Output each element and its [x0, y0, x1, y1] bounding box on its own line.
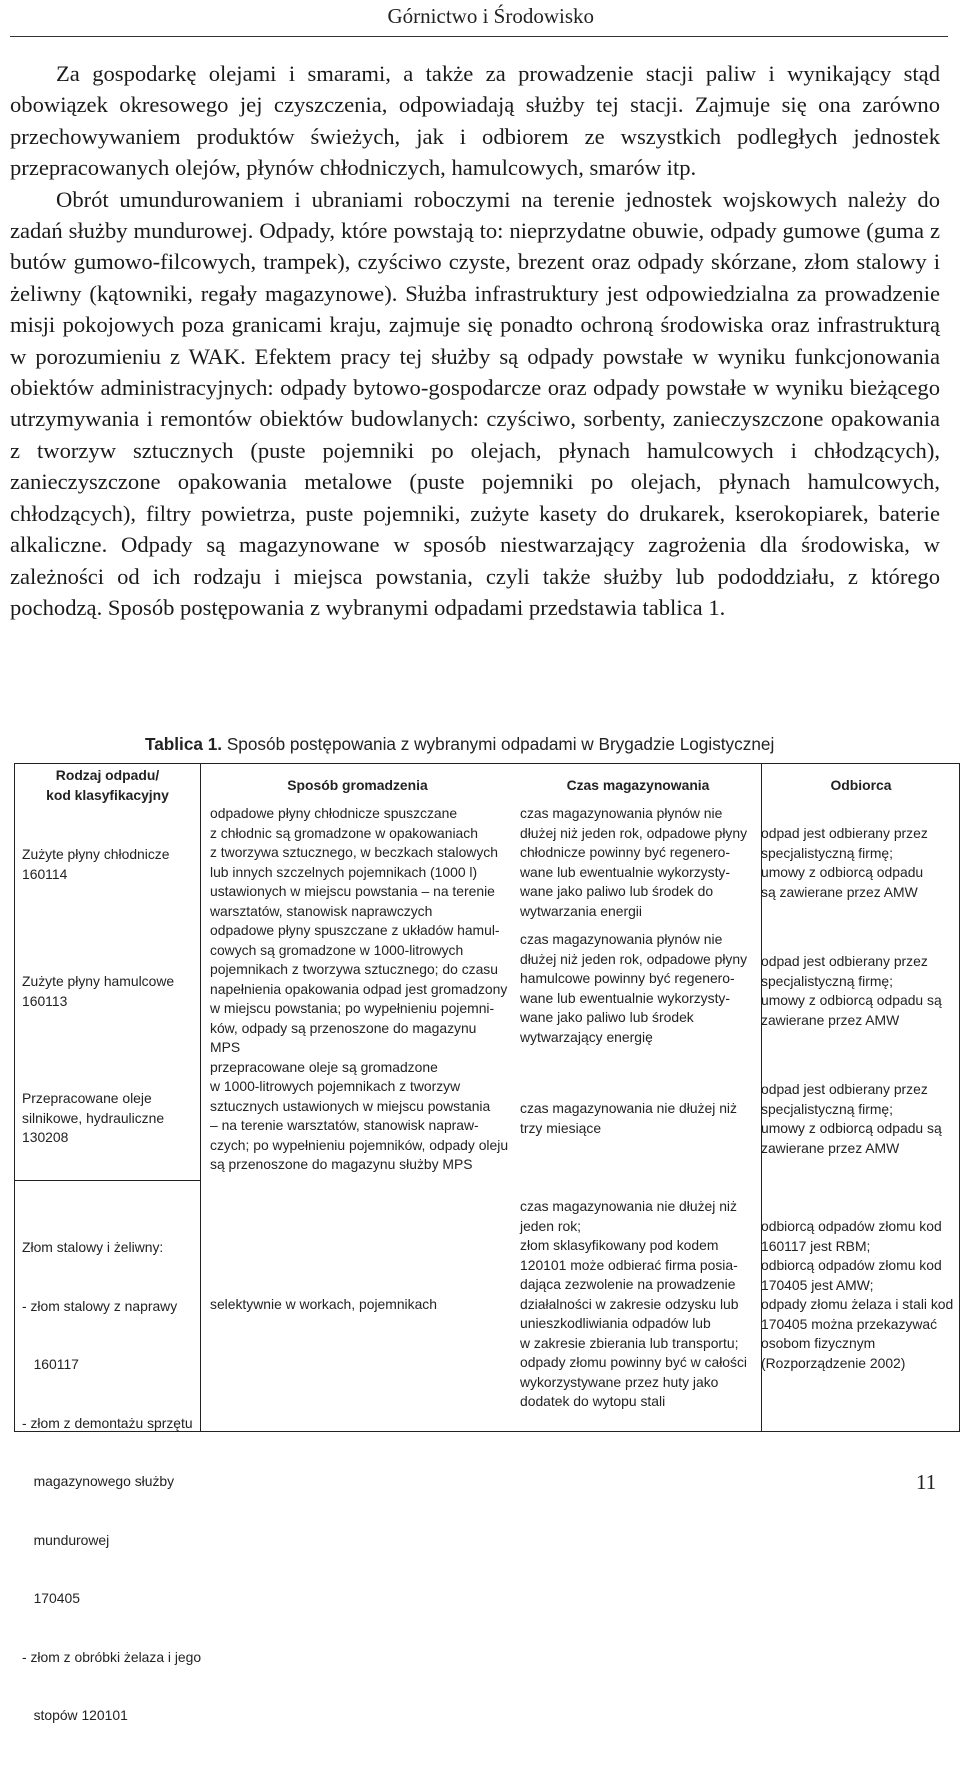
header-sposob: Sposób gromadzenia: [287, 777, 428, 793]
cell-line: dłużej niż jeden rok, odpadowe płyny: [520, 950, 748, 967]
cell-line: są zawierane przez AMW: [761, 883, 918, 900]
cell-line: czych; po wypełnieniu pojemników, odpady oleju: [210, 1136, 509, 1153]
header-rule: [10, 36, 948, 37]
cell-sposob-row4: selektywnie w workach, pojemnikach: [210, 1296, 437, 1312]
cell-line: mundurowej: [22, 1531, 110, 1548]
cell-line: odpad jest odbierany przez: [761, 825, 928, 841]
cell-line: unieszkodliwiania odpadów lub: [520, 1315, 711, 1331]
cell-rodzaj-row3: [22, 1089, 164, 1148]
table-caption-text: Sposób postępowania z wybranymi odpadami w Brygadzie Logistycznej: [226, 734, 775, 754]
cell-line: 160113: [22, 992, 68, 1009]
cell-line: przepracowane oleje są gromadzone: [210, 1058, 438, 1075]
cell-line: Przepracowane oleje: [22, 1090, 152, 1106]
cell-line: - złom stalowy z naprawy: [22, 1297, 178, 1314]
cell-line: odpadowe płyny spuszczane z układów hamul-: [210, 922, 500, 938]
cell-line: – na terenie warsztatów, stanowisk napraw-: [210, 1117, 479, 1133]
cell-line: (Rozporządzenie 2002): [761, 1354, 906, 1371]
cell-odbiorca-row1: [761, 824, 928, 902]
cell-line: 160117 jest RBM;: [761, 1237, 871, 1254]
cell-line: są przenoszone do magazynu służby MPS: [210, 1156, 473, 1172]
cell-line: dająca zezwolenie na prowadzenie: [520, 1276, 736, 1292]
cell-line: 160114: [22, 865, 68, 882]
cell-line: 170405 jest AMW;: [761, 1276, 874, 1293]
cell-line: wykorzystywane przez huty jako: [520, 1373, 719, 1390]
cell-line: - złom z demontażu sprzętu: [22, 1414, 193, 1431]
cell-line: lub innych szczelnych pojemnikach (1000 l): [210, 863, 478, 880]
cell-line: umowy z odbiorcą odpadu są: [761, 992, 942, 1008]
body-text: [10, 58, 940, 623]
cell-sposob-row1: [210, 804, 520, 921]
cell-odbiorca-row2: [761, 952, 942, 1030]
cell-line: Zużyte płyny hamulcowe: [22, 973, 175, 989]
cell-line: wytwarzania energii: [520, 902, 642, 919]
cell-czas-row2: [520, 930, 747, 1047]
cell-line: pojemnikach z tworzywa sztucznego; do czasu: [210, 961, 498, 977]
cell-line: zawierane przez AMW: [761, 1011, 900, 1028]
paragraph-2: Obrót umundurowaniem i ubraniami roboczymi na terenie jednostek wojskowych należy do zadań służby mundurowej. Odpady, które powstają to: nieprzydatne obuwie, odpady gumowe (guma z butów gumowo-filcowych, trampek), czyściwo czyste, brezent oraz odpady skórzane, złom stalowy i żeliwny (kątowniki, regały magazynowe). Służba infrastruktury jest odpowiedzialna za prowadzenie misji pokojowych poza granicami kraju, zajmuje się ponadto ochroną środowiska oraz infrastrukturą w porozumieniu z WAK. Efektem pracy tej służby są odpady powstałe w wyniku funkcjonowania obiektów administracyjnych: odpady bytowo-gospodarcze oraz odpady powstałe w wyniku bieżącego utrzymywania i remontów obiektów budowlanych: czyściwo, sorbenty, zanieczyszczone opakowania z tworzyw sztucznych (puste pojemniki po olejach, płynach hamulcowych i chłodzących), zanieczyszczone opakowania metalowe (puste pojemniki po olejach, płynach hamulcowych, chłodzących), filtry powietrza, puste pojemniki, zużyte kasety do drukarek, kserokopiarek, baterie alkaliczne. Odpady są magazynowane w sposób niestwarzający zagrożenia dla środowiska, w zależności od ich rodzaju i miejsca powstania, czyli także służby lub pododdziału, z którego pochodzą. Sposób postępowania z wybranymi odpadami przedstawia tablica 1.: [10, 186, 940, 620]
page-number: 11: [916, 1470, 937, 1494]
cell-line: chłodnicze powinny być regenero-: [520, 844, 731, 860]
cell-rodzaj-row2: [22, 972, 174, 1011]
cell-line: jeden rok;: [520, 1217, 582, 1234]
cell-line: magazynowego służby: [22, 1473, 175, 1489]
cell-line: specjalistyczną firmę;: [761, 1100, 894, 1117]
cell-line: wane jako paliwo lub środek: [520, 1009, 694, 1025]
cell-line: stopów 120101: [22, 1707, 128, 1723]
table-caption-label: Tablica 1.: [145, 734, 223, 754]
column-sposob: [210, 804, 520, 1175]
cell-line: umowy z odbiorcą odpadu: [761, 864, 924, 880]
cell-czas-row1: [520, 804, 747, 921]
cell-line: zawierane przez AMW: [761, 1139, 900, 1156]
cell-line: napełnienia opakowania odpad jest gromadzony: [210, 980, 508, 997]
cell-line: Złom stalowy i żeliwny:: [22, 1239, 164, 1255]
cell-czas-row4: [520, 1197, 747, 1412]
cell-rodzaj-row1: [22, 845, 169, 884]
header-czas: Czas magazynowania: [566, 777, 710, 793]
running-head: Górnictwo i Środowisko: [387, 4, 594, 28]
cell-line: warsztatów, stanowisk naprawczych: [210, 902, 433, 919]
cell-line: czas magazynowania nie dłużej niż: [520, 1100, 737, 1116]
cell-line: działalności w zakresie odzysku lub: [520, 1295, 739, 1312]
cell-line: Zużyte płyny chłodnicze: [22, 846, 170, 862]
cell-line: sztucznych ustawionych w miejscu powstania: [210, 1097, 491, 1114]
cell-line: hamulcowe powinny być regenero-: [520, 970, 735, 986]
cell-odbiorca-row4: [761, 1217, 953, 1373]
waste-table: [14, 763, 960, 1723]
cell-line: czas magazynowania płynów nie: [520, 931, 723, 947]
cell-line: złom sklasyfikowany pod kodem: [520, 1237, 719, 1253]
cell-line: umowy z odbiorcą odpadu są: [761, 1120, 942, 1136]
cell-line: 120101 może odbierać firma posia-: [520, 1256, 738, 1273]
cell-rodzaj-row4: [22, 1199, 201, 1765]
header-rodzaj-line: Rodzaj odpadu/: [55, 767, 160, 783]
cell-line: 130208: [22, 1129, 69, 1145]
cell-sposob-row2: [210, 921, 520, 1058]
cell-line: w 1000-litrowych pojemnikach z tworzyw: [210, 1078, 461, 1094]
table-caption: [145, 734, 774, 755]
cell-line: wane lub ewentualnie wykorzysty-: [520, 863, 731, 880]
cell-line: ków, odpady są przenoszone do magazynu: [210, 1019, 477, 1036]
cell-line: odpad jest odbierany przez: [761, 1081, 928, 1097]
cell-czas-row3: [520, 1099, 737, 1138]
cell-line: dodatek do wytopu stali: [520, 1393, 666, 1409]
cell-line: czas magazynowania płynów nie: [520, 805, 723, 821]
cell-line: z tworzywa sztucznego, w beczkach stalowych: [210, 844, 498, 860]
cell-line: czas magazynowania nie dłużej niż: [520, 1198, 737, 1214]
cell-line: wane lub ewentualnie wykorzysty-: [520, 989, 731, 1006]
cell-line: osobom fizycznym: [761, 1335, 876, 1351]
cell-line: silnikowe, hydrauliczne: [22, 1109, 165, 1126]
cell-line: odpady złomu żelaza i stali kod: [761, 1296, 954, 1312]
cell-sposob-row3: [210, 1058, 520, 1175]
cell-line: dłużej niż jeden rok, odpadowe płyny: [520, 824, 748, 841]
cell-line: odbiorcą odpadów złomu kod: [761, 1257, 942, 1273]
cell-line: odpad jest odbierany przez: [761, 953, 928, 969]
cell-line: MPS: [210, 1039, 241, 1055]
cell-line: odpady złomu powinny być w całości: [520, 1354, 747, 1370]
cell-line: odbiorcą odpadów złomu kod: [761, 1218, 942, 1234]
cell-line: z chłodnic są gromadzone w opakowaniach: [210, 824, 478, 841]
cell-line: ustawionych w miejscu powstania – na terenie: [210, 883, 495, 899]
cell-line: 160117: [22, 1356, 79, 1372]
cell-odbiorca-row3: [761, 1080, 942, 1158]
cell-line: wane jako paliwo lub środek do: [520, 883, 714, 899]
cell-line: specjalistyczną firmę;: [761, 972, 894, 989]
cell-line: w zakresie zbierania lub transportu;: [520, 1334, 739, 1351]
header-odbiorca: Odbiorca: [830, 777, 892, 793]
cell-line: trzy miesiące: [520, 1119, 602, 1136]
cell-line: 170405: [22, 1590, 80, 1606]
cell-line: odpadowe płyny chłodnicze spuszczane: [210, 805, 458, 821]
header-rodzaj: [15, 766, 200, 805]
cell-line: - złom z obróbki żelaza i jego: [22, 1648, 202, 1665]
column-rodzaj: [15, 766, 202, 1723]
header-rodzaj-line: kod klasyfikacyjny: [46, 786, 169, 803]
cell-line: cowych są gromadzone w 1000-litrowych: [210, 941, 464, 958]
row-divider: [15, 1180, 200, 1181]
cell-line: w miejscu powstania; po wypełnieniu pojemni-: [210, 1000, 495, 1016]
paragraph-1: Za gospodarkę olejami i smarami, a także za prowadzenie stacji paliw i wynikający stąd obowiązek okresowego jej czyszczenia, odpowiadają służby tej stacji. Zajmuje się ona zarówno przechowywaniem produktów świeżych, jak i odbiorem ze wszystkich podległych jednostek przepracowanych olejów, płynów chłodniczych, hamulcowych, smarów itp.: [10, 61, 940, 181]
cell-line: wytwarzający energię: [520, 1028, 653, 1045]
cell-line: specjalistyczną firmę;: [761, 844, 894, 861]
cell-line: 170405 można przekazywać: [761, 1315, 938, 1332]
